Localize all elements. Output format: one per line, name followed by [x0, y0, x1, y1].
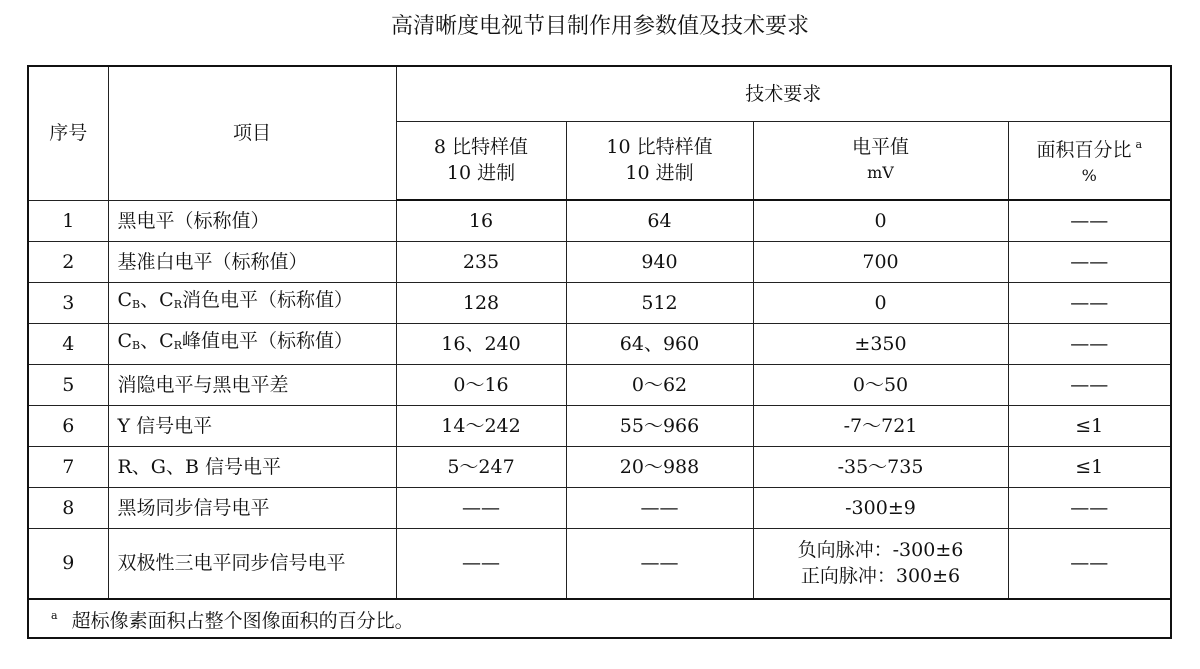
cell-area: ≤1	[1008, 405, 1171, 446]
cell-8bit: 14～242	[396, 405, 566, 446]
header-10bit-line2: 10 进制	[625, 162, 694, 185]
footnote-text: 超标像素面积占整个图像面积的百分比。	[71, 610, 414, 632]
cell-area: ——	[1008, 241, 1171, 282]
cell-level: 0	[753, 200, 1008, 241]
cell-10bit: ——	[566, 487, 753, 528]
cell-10bit: 20～988	[566, 446, 753, 487]
table-row	[28, 200, 1171, 241]
footnote	[28, 599, 1171, 638]
item-c: C	[117, 330, 133, 352]
cell-no: 7	[28, 446, 108, 487]
cell-no: 6	[28, 405, 108, 446]
item-subscript-b: B	[132, 298, 141, 311]
header-8bit-line1: 8 比特样值	[433, 136, 529, 159]
cell-no: 2	[28, 241, 108, 282]
item-subscript-r: R	[173, 339, 182, 352]
cell-8bit: 0～16	[396, 364, 566, 405]
cell-no: 3	[28, 282, 108, 323]
header-8bit	[396, 121, 566, 200]
cell-area: ≤1	[1008, 446, 1171, 487]
item-c: C	[117, 289, 133, 311]
table-row	[28, 241, 1171, 282]
footnote-row	[28, 599, 1171, 638]
table-row	[28, 487, 1171, 528]
cell-item: 消隐电平与黑电平差	[108, 364, 396, 405]
item-rest: 峰值电平（标称值）	[181, 330, 353, 352]
cell-no: 8	[28, 487, 108, 528]
cell-10bit: 64、960	[566, 323, 753, 364]
cell-8bit: ——	[396, 487, 566, 528]
header-10bit-line1: 10 比特样值	[606, 136, 713, 159]
cell-item: 黑电平（标称值）	[108, 200, 396, 241]
cell-level: -300±9	[753, 487, 1008, 528]
cell-level: -35～735	[753, 446, 1008, 487]
header-level	[753, 121, 1008, 200]
cell-no: 5	[28, 364, 108, 405]
cell-8bit: 235	[396, 241, 566, 282]
header-area-unit: %	[1081, 165, 1097, 185]
cell-no: 4	[28, 323, 108, 364]
table-row	[28, 282, 1171, 323]
cell-no: 1	[28, 200, 108, 241]
header-level-unit: mV	[867, 163, 894, 183]
cell-item: 黑场同步信号电平	[108, 487, 396, 528]
cell-level: 0～50	[753, 364, 1008, 405]
item-sep: 、C	[140, 330, 174, 352]
cell-item: 双极性三电平同步信号电平	[108, 528, 396, 599]
header-tech: 技术要求	[396, 66, 1171, 121]
cell-item	[108, 282, 396, 323]
cell-no: 9	[28, 528, 108, 599]
item-subscript-r: R	[173, 298, 182, 311]
cell-item	[108, 323, 396, 364]
cell-8bit: 16	[396, 200, 566, 241]
footnote-mark: a	[51, 609, 58, 622]
item-rest: 消色电平（标称值）	[181, 289, 353, 311]
cell-8bit: 16、240	[396, 323, 566, 364]
table-row	[28, 446, 1171, 487]
table-row	[28, 364, 1171, 405]
header-row	[28, 66, 1171, 121]
cell-level: 0	[753, 282, 1008, 323]
table-row	[28, 405, 1171, 446]
header-level-line1: 电平值	[851, 136, 909, 159]
cell-area: ——	[1008, 487, 1171, 528]
cell-8bit: 128	[396, 282, 566, 323]
cell-10bit: 55～966	[566, 405, 753, 446]
cell-area: ——	[1008, 528, 1171, 599]
cell-10bit: 940	[566, 241, 753, 282]
cell-area: ——	[1008, 364, 1171, 405]
cell-area: ——	[1008, 282, 1171, 323]
cell-10bit: ——	[566, 528, 753, 599]
cell-area: ——	[1008, 200, 1171, 241]
table-row	[28, 528, 1171, 599]
cell-10bit: 64	[566, 200, 753, 241]
level-positive-pulse: 正向脉冲：300±6	[800, 565, 961, 588]
cell-level: 700	[753, 241, 1008, 282]
header-area-label: 面积百分比	[1036, 138, 1132, 161]
cell-level: ±350	[753, 323, 1008, 364]
cell-level: -7～721	[753, 405, 1008, 446]
cell-10bit: 0～62	[566, 364, 753, 405]
header-seq: 序号	[28, 66, 108, 200]
header-10bit	[566, 121, 753, 200]
cell-item: Y 信号电平	[108, 405, 396, 446]
header-8bit-line2: 10 进制	[446, 162, 516, 185]
header-area	[1008, 121, 1171, 200]
table-title: 高清晰度电视节目制作用参数值及技术要求	[390, 14, 809, 39]
header-area-line1	[1009, 132, 1171, 163]
cell-8bit: 5～247	[396, 446, 566, 487]
cell-level	[753, 528, 1008, 599]
header-item: 项目	[108, 66, 396, 200]
item-subscript-b: B	[132, 339, 141, 352]
cell-area: ——	[1008, 323, 1171, 364]
cell-10bit: 512	[566, 282, 753, 323]
cell-item: 基准白电平（标称值）	[108, 241, 396, 282]
item-sep: 、C	[140, 289, 174, 311]
header-area-sup: a	[1135, 137, 1143, 151]
level-negative-pulse: 负向脉冲：-300±6	[797, 539, 964, 562]
cell-item: R、G、B 信号电平	[108, 446, 396, 487]
table-row	[28, 323, 1171, 364]
spec-table	[27, 65, 1172, 639]
cell-8bit: ——	[396, 528, 566, 599]
